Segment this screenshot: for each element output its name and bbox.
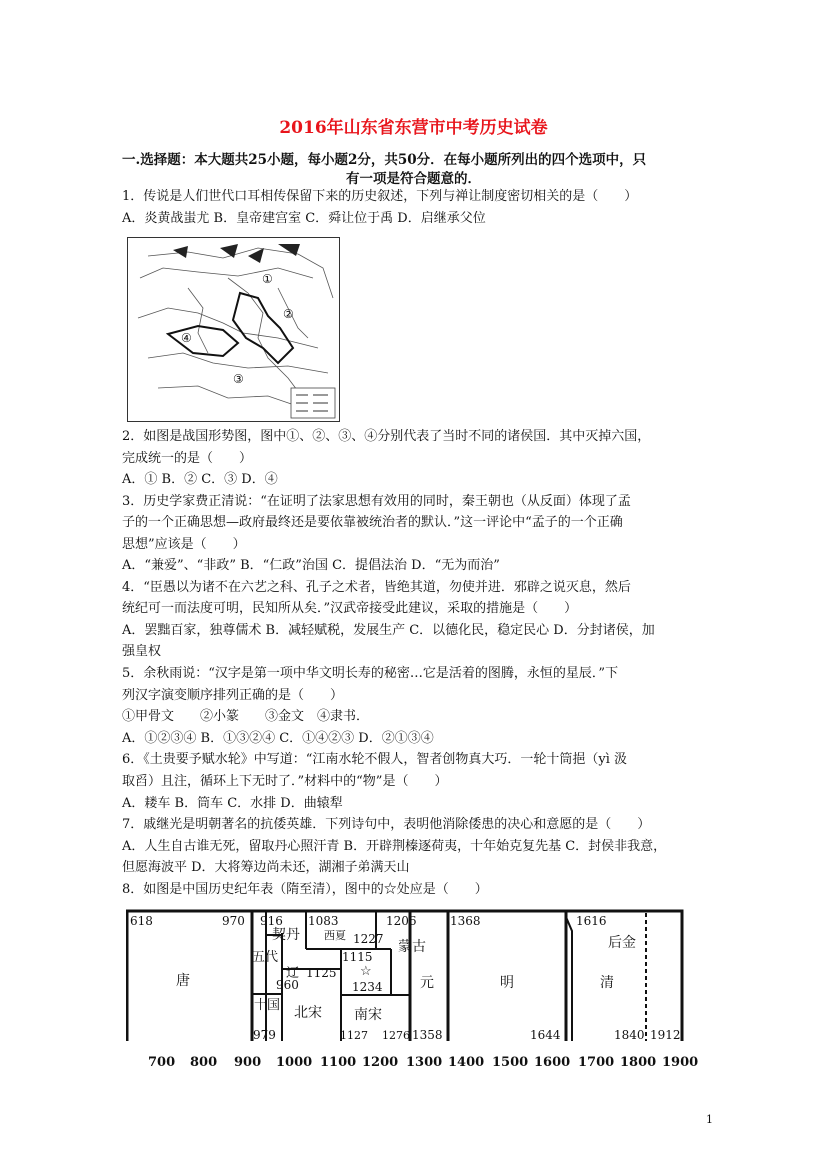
tl-year-1083: 1083 [308,914,339,928]
axis-1200: 1200 [362,1055,399,1070]
chronology-drawing [126,909,684,1041]
q7-options: A．人生自古谁无死，留取丹心照汗青 B．开辟荆榛逐荷夷，十年始克复先基 C．封侯非我意， [122,839,667,854]
tl-year-1115: 1115 [342,950,373,964]
axis-900: 900 [234,1055,262,1070]
axis-1500: 1500 [492,1055,529,1070]
tl-beisong: 北宋 [294,1005,322,1021]
map-label-4: ④ [181,331,192,345]
axis-1400: 1400 [448,1055,485,1070]
q4-stem-cont: 统纪可一而法度可明，民知所从矣．”汉武帝接受此建议，采取的措施是（ ） [122,601,578,616]
map-label-3: ③ [233,372,244,386]
tl-year-979: 979 [253,1028,276,1041]
axis-1800: 1800 [620,1055,657,1070]
q6-options: A．耧车 B．筒车 C．水排 D．曲辕犁 [122,796,343,811]
tl-yuan: 元 [420,975,434,991]
q4-options: A．罢黜百家，独尊儒术 B．减轻赋税，发展生产 C．以德化民，稳定民心 D．分封诸侯，加 [122,623,655,638]
q3-stem: 3．历史学家费正清说：“在证明了法家思想有效用的同时，秦王朝也（从反面）体现了孟 [122,494,631,509]
warring-states-map [127,237,340,422]
q5-options: A．①②③④ B．①③②④ C．①④②③ D．②①③④ [122,731,434,746]
tl-wudai: 五代 [252,950,279,965]
tl-year-1127: 1127 [340,1029,368,1041]
axis-1000: 1000 [276,1055,313,1070]
tl-year-1616: 1616 [576,914,607,928]
q7-stem: 7．戚继光是明朝著名的抗倭英雄．下列诗句中，表明他消除倭患的决心和意愿的是（ ） [122,817,651,832]
map-label-2: ② [283,307,294,321]
tl-year-1234: 1234 [352,980,383,994]
axis-1700: 1700 [578,1055,615,1070]
tl-year-1227: 1227 [353,932,384,946]
tl-qidan: 契丹 [272,927,300,943]
year-axis [126,1042,710,1072]
tl-menggu: 蒙古 [398,939,426,955]
q6-stem-cont: 取舀）且注，循环上下无时了．”材料中的“物”是（ ） [122,774,448,789]
axis-1600: 1600 [534,1055,571,1070]
q4-stem: 4．“臣愚以为诸不在六艺之科、孔子之术者，皆绝其道，勿使并进．邪辟之说灭息，然后 [122,580,631,595]
q6-stem: 6．《土贵要予赋水轮》中写道：“江南水轮不假人，智者创物真大巧．一轮十筒挹（yì 汲 [122,752,628,767]
tl-year-970: 970 [222,914,245,928]
axis-1900: 1900 [662,1055,699,1070]
q7-options-cont: 但愿海波平 D．大将筹边尚未还，湖湘子弟满天山 [122,860,410,875]
tl-shiguo: 十国 [254,998,281,1013]
axis-1100: 1100 [320,1055,357,1070]
tl-year-960: 960 [276,978,299,992]
q5-stem-cont: 列汉字演变顺序排列正确的是（ ） [122,688,344,703]
tl-year-916: 916 [260,914,283,928]
tl-year-1912: 1912 [650,1028,681,1041]
tl-year-1368: 1368 [450,914,481,928]
tl-qing: 清 [600,975,614,991]
q1-options: A．炎黄战蚩尤 B．皇帝建宫室 C．舜让位于禹 D．启继承父位 [122,211,486,226]
q2-stem: 2．如图是战国形势图，图中①、②、③、④分别代表了当时不同的诸侯国．其中灭掉六国， [122,429,651,444]
chronology-chart [126,909,684,1041]
tl-year-1840: 1840 [614,1028,645,1041]
map-label-1: ① [262,272,273,286]
tl-year-1125: 1125 [306,966,337,980]
tl-tang: 唐 [176,973,190,989]
q2-options: A．① B．② C．③ D．④ [122,472,278,487]
q3-stem-cont: 子的一个正确思想—政府最终还是要依靠被统治者的默认．”这一评论中“孟子的一个正确 [122,515,623,530]
q4-options-cont: 强皇权 [122,644,162,659]
q1-stem: 1．传说是人们世代口耳相传保留下来的历史叙述，下列与禅让制度密切相关的是（ ） [122,189,638,204]
section-heading-cont: 有一项是符合题意的． [346,171,481,187]
tl-year-1206: 1206 [386,914,417,928]
q8-stem: 8．如图是中国历史纪年表（隋至清），图中的☆处应是（ ） [122,882,488,897]
axis-1300: 1300 [406,1055,443,1070]
tl-houjin: 后金 [608,935,636,951]
q5-items: ①甲骨文 ②小篆 ③金文 ④隶书． [122,709,370,724]
q5-stem: 5．余秋雨说：“汉字是第一项中华文明长寿的秘密…它是活着的图腾，永恒的星辰．”下 [122,666,619,681]
tl-xixia: 西夏 [324,929,346,942]
page-number: 1 [706,1113,713,1126]
axis-800: 800 [190,1055,218,1070]
tl-star: ☆ [360,964,372,979]
tl-nansong: 南宋 [354,1007,382,1023]
tl-ming: 明 [500,975,514,991]
tl-year-1644: 1644 [530,1028,561,1041]
axis-700: 700 [148,1055,176,1070]
section-heading: 一.选择题：本大题共25小题，每小题2分，共50分．在每小题所列出的四个选项中，只 [122,152,647,168]
q2-stem-cont: 完成统一的是（ ） [122,451,253,466]
q3-options: A．“兼爱”、“非政” B．“仁政”治国 C．提倡法治 D．“无为而治” [122,558,500,573]
tl-liao: 辽 [286,966,300,981]
page-title: 2016年山东省东营市中考历史试卷 [279,118,548,138]
tl-year-618: 618 [130,914,153,928]
tl-year-1276: 1276 [382,1029,410,1041]
map-drawing [128,238,339,421]
q3-stem-cont2: 思想”应该是（ ） [122,537,246,552]
tl-year-1358: 1358 [412,1028,443,1041]
